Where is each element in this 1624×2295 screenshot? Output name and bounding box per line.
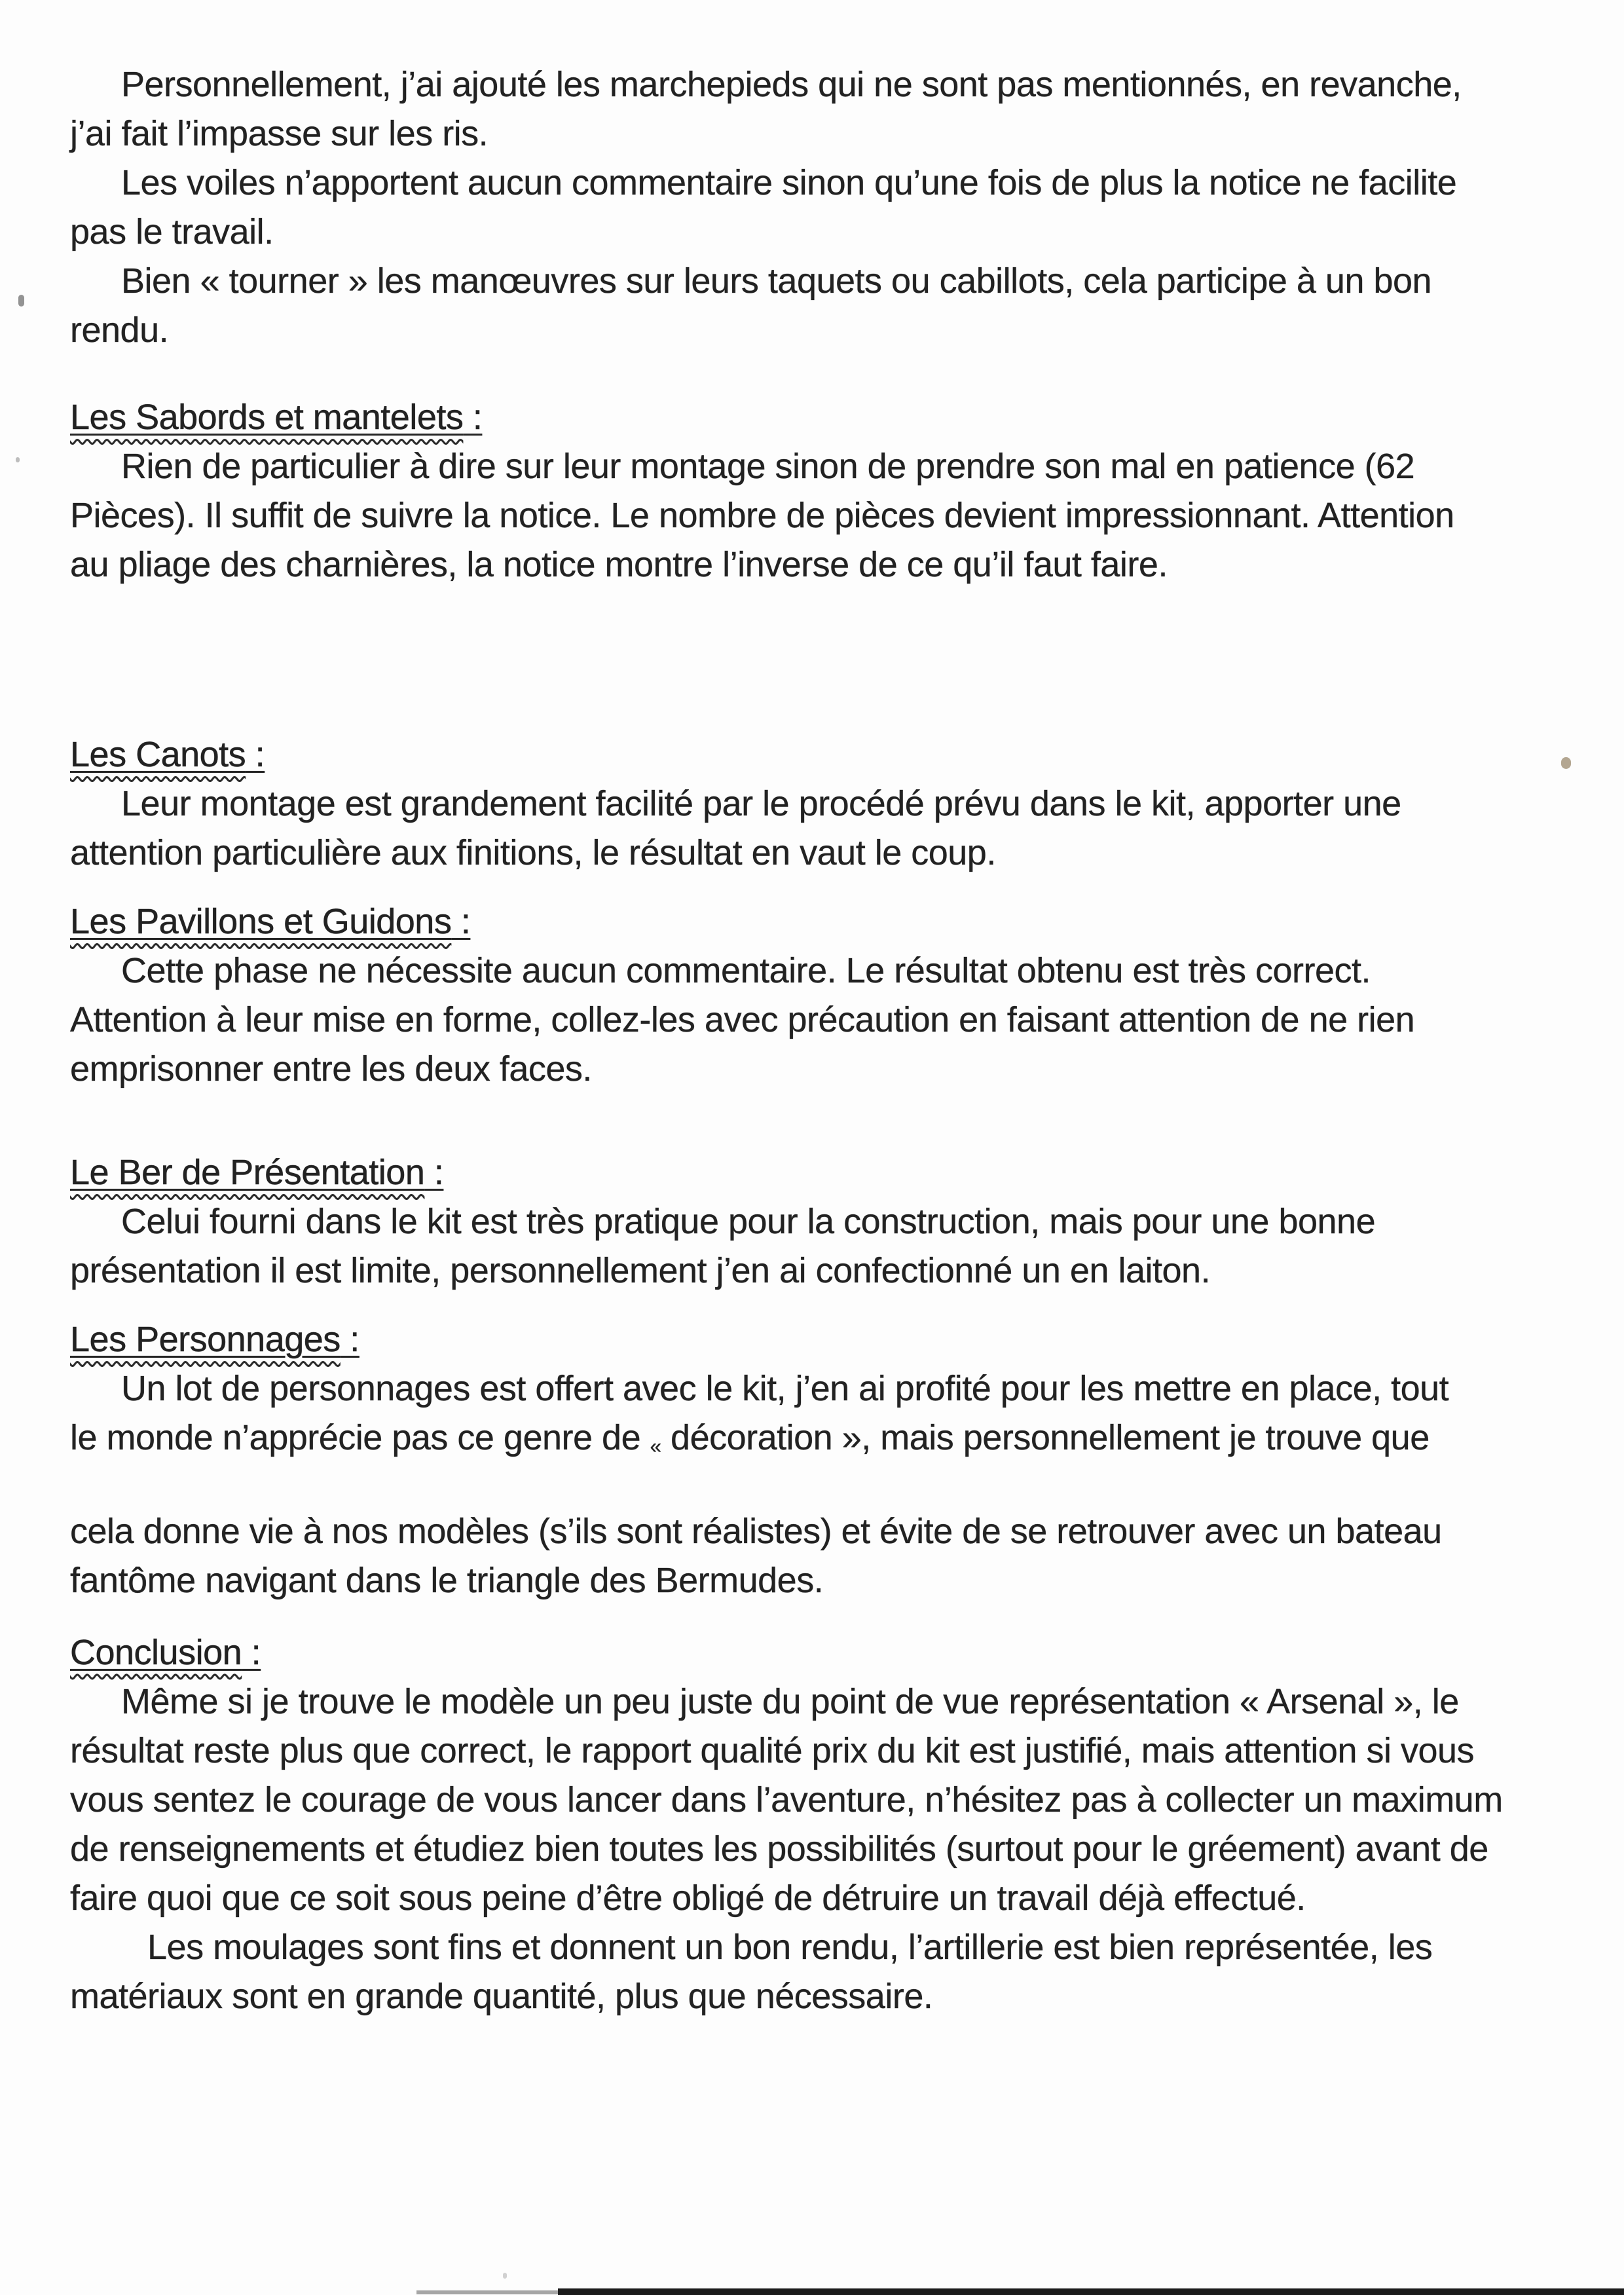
heading-underline — [70, 1153, 443, 1192]
paragraph — [70, 60, 1572, 159]
paragraph-line: résultat reste plus que correct, le rapport qualité prix du kit est justifié, mais attention si vous — [70, 1730, 1475, 1770]
paragraph-line: de renseignements et étudiez bien toutes les possibilités (surtout pour le gréement) avant de — [70, 1829, 1488, 1869]
paragraph-line: rendu. — [70, 310, 169, 350]
scan-speck-comma — [18, 295, 24, 307]
heading-text: Les Canots — [70, 735, 246, 774]
section-heading-canots — [70, 730, 1572, 779]
heading-underline — [70, 1320, 360, 1359]
scan-bottom-bar-fade — [416, 2290, 558, 2294]
paragraph-line: Un lot de personnages est offert avec le kit, j’en ai profité pour les mettre en place, tout — [121, 1369, 1449, 1408]
scan-speck-dot2 — [503, 2273, 507, 2279]
paragraph-line: cela donne vie à nos modèles (s’ils sont réalistes) et évite de se retrouver avec un bateau — [70, 1511, 1442, 1551]
heading-text: Conclusion — [70, 1632, 242, 1672]
paragraph — [70, 1364, 1572, 1605]
heading-text: Les Pavillons et Guidons — [70, 902, 452, 941]
section-heading-ber — [70, 1148, 1572, 1197]
paragraph — [70, 946, 1572, 1094]
section-heading-conclusion — [70, 1628, 1572, 1677]
paragraph-line: emprisonner entre les deux faces. — [70, 1049, 592, 1089]
section-heading-personnages — [70, 1315, 1572, 1364]
scan-speck-right — [1561, 757, 1571, 769]
heading-colon: : — [463, 398, 483, 437]
paragraph-line: attention particulière aux finitions, le résultat en vaut le coup. — [70, 833, 996, 872]
paragraph-line — [70, 1413, 1572, 1471]
paragraph-line: Personnellement, j’ai ajouté les marchepieds qui ne sont pas mentionnés, en revanche, — [121, 65, 1462, 104]
paragraph — [70, 159, 1572, 257]
heading-underline — [70, 1633, 261, 1672]
heading-colon: : — [451, 902, 471, 941]
scan-speck-dot1 — [16, 457, 20, 462]
text-run: le monde n’apprécie pas ce genre de — [70, 1418, 650, 1457]
section-heading-pavillons — [70, 897, 1572, 946]
heading-colon: : — [246, 735, 265, 774]
paragraph-line: Pièces). Il suffit de suivre la notice. Le nombre de pièces devient impressionnant. Attention — [70, 496, 1454, 535]
heading-colon: : — [340, 1320, 360, 1359]
section-heading-sabords — [70, 393, 1572, 442]
paragraph — [70, 257, 1572, 355]
paragraph-line: Les voiles n’apportent aucun commentaire sinon qu’une fois de plus la notice ne facilite — [121, 163, 1457, 202]
paragraph-line: matériaux sont en grande quantité, plus que nécessaire. — [70, 1976, 933, 2016]
paragraph-line: Bien « tourner » les manœuvres sur leurs taquets ou cabillots, cela participe à un bon — [121, 261, 1432, 301]
small-guillemet: « — [650, 1434, 661, 1458]
paragraph-line: j’ai fait l’impasse sur les ris. — [70, 114, 489, 153]
heading-underline — [70, 902, 470, 941]
paragraph-line: vous sentez le courage de vous lancer dans l’aventure, n’hésitez pas à collecter un maximum — [70, 1780, 1503, 1819]
heading-text: Les Sabords et mantelets — [70, 398, 464, 437]
scan-bottom-bar — [558, 2288, 1624, 2295]
text-content — [70, 60, 1572, 2021]
text-run: décoration », mais personnellement je trouve que — [661, 1418, 1430, 1457]
paragraph-line: Cette phase ne nécessite aucun commentaire. Le résultat obtenu est très correct. — [121, 951, 1371, 990]
paragraph-line: Les moulages sont fins et donnent un bon rendu, l’artillerie est bien représentée, les — [147, 1927, 1433, 1967]
heading-text: Le Ber de Présentation — [70, 1153, 425, 1192]
paragraph — [70, 779, 1572, 878]
heading-colon: : — [424, 1153, 444, 1192]
heading-colon: : — [242, 1632, 261, 1672]
paragraph-line: Rien de particulier à dire sur leur montage sinon de prendre son mal en patience (62 — [121, 447, 1415, 486]
paragraph-line: pas le travail. — [70, 212, 274, 252]
paragraph — [70, 1197, 1572, 1296]
paragraph-line: fantôme navigant dans le triangle des Bermudes. — [70, 1560, 824, 1600]
paragraph — [70, 442, 1572, 589]
paragraph-line: Celui fourni dans le kit est très pratique pour la construction, mais pour une bonne — [121, 1202, 1376, 1241]
paragraph-line: au pliage des charnières, la notice montre l’inverse de ce qu’il faut faire. — [70, 545, 1168, 584]
heading-underline — [70, 735, 265, 774]
heading-underline — [70, 398, 482, 437]
paragraph-line: Attention à leur mise en forme, collez-les avec précaution en faisant attention de ne rien — [70, 1000, 1415, 1039]
heading-text: Les Personnages — [70, 1320, 341, 1359]
paragraph-line: faire quoi que ce soit sous peine d’être obligé de détruire un travail déjà effectué. — [70, 1878, 1306, 1918]
paragraph-line: Leur montage est grandement facilité par le procédé prévu dans le kit, apporter une — [121, 784, 1401, 823]
paragraph-line: présentation il est limite, personnellement j’en ai confectionné un en laiton. — [70, 1251, 1211, 1290]
paragraph — [70, 1677, 1572, 1923]
paragraph-line: Même si je trouve le modèle un peu juste du point de vue représentation « Arsenal », le — [121, 1681, 1459, 1721]
paragraph — [70, 1923, 1572, 2021]
